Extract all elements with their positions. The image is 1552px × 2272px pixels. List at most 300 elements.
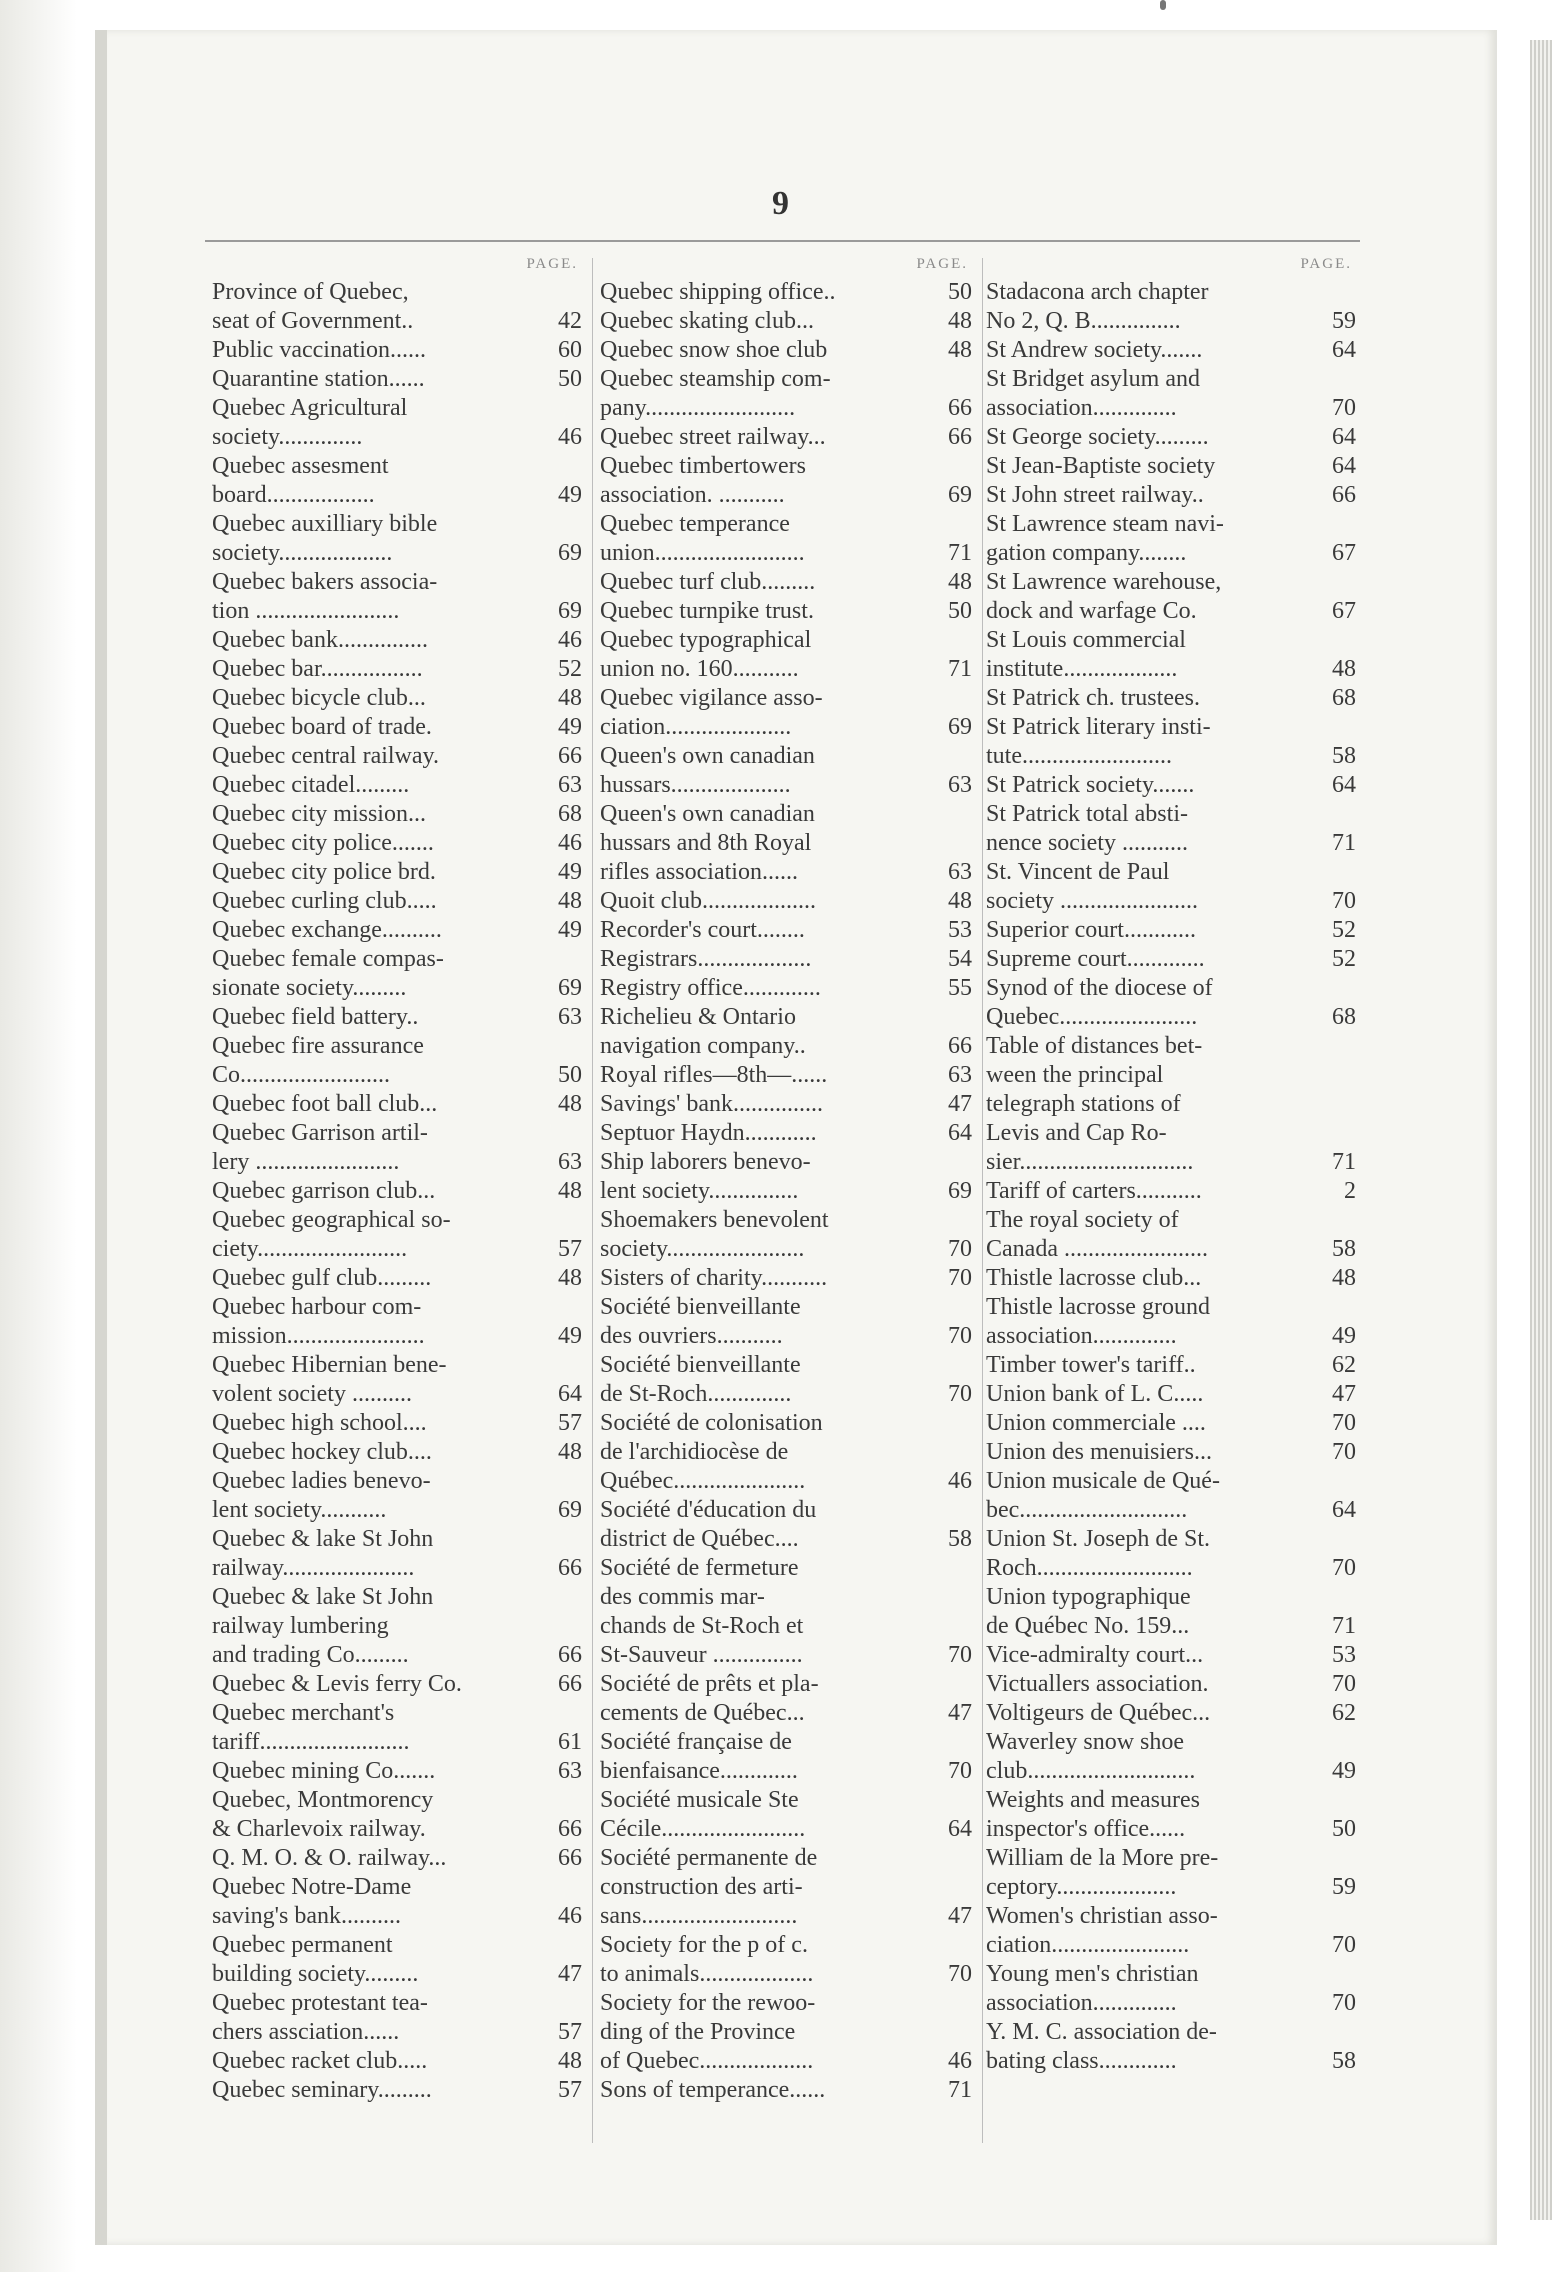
entry-name: Richelieu & Ontario navigation company.. xyxy=(600,1004,806,1059)
entry-page-number: 69 xyxy=(948,482,972,508)
entry-name: Quebec & lake St John railway lumbering and trading Co......... xyxy=(212,1584,434,1668)
entry-name: Women's christian asso- ciation....................... xyxy=(986,1903,1218,1958)
entry-page-number: 66 xyxy=(558,1816,582,1842)
index-entry xyxy=(212,626,582,655)
entry-name: St John street railway.. xyxy=(986,482,1204,508)
entry-page-number: 70 xyxy=(948,1323,972,1349)
entry-name: Shoemakers benevolent society....................... xyxy=(600,1207,829,1262)
entry-name: St Bridget asylum and association.............. xyxy=(986,366,1200,421)
index-entry xyxy=(986,568,1356,626)
entry-name: The royal society of Canada ........................ xyxy=(986,1207,1208,1262)
entry-page-number: 71 xyxy=(1332,830,1356,856)
page-number: 9 xyxy=(772,185,789,222)
entry-page-number: 46 xyxy=(558,424,582,450)
index-entry xyxy=(212,1525,582,1583)
entry-page-number: 48 xyxy=(558,1091,582,1117)
entry-name: Society for the rewoo- ding of the Province of Quebec................... xyxy=(600,1990,816,2074)
entry-page-number: 66 xyxy=(948,1033,972,1059)
entry-page-number: 64 xyxy=(1332,1497,1356,1523)
entry-name: Quebec merchant's tariff......................... xyxy=(212,1700,410,1755)
index-entry xyxy=(600,974,972,1003)
index-entry xyxy=(986,1728,1356,1786)
entry-page-number: 58 xyxy=(1332,743,1356,769)
index-entry xyxy=(212,1989,582,2047)
index-entry xyxy=(986,278,1356,336)
index-entry xyxy=(600,1003,972,1061)
index-entry xyxy=(986,858,1356,916)
entry-name: Victuallers association. xyxy=(986,1671,1209,1697)
index-entry xyxy=(986,1583,1356,1641)
entry-name: Société bienveillante de St-Roch.............. xyxy=(600,1352,801,1407)
entry-page-number: 47 xyxy=(558,1961,582,1987)
entry-page-number: 50 xyxy=(948,598,972,624)
entry-name: Quebec turnpike trust. xyxy=(600,598,814,624)
entry-name: Registrars................... xyxy=(600,946,812,972)
index-entry xyxy=(600,1496,972,1554)
entry-page-number: 2 xyxy=(1344,1178,1356,1204)
index-entry xyxy=(600,307,972,336)
entry-page-number: 46 xyxy=(558,830,582,856)
book-binding-shadow xyxy=(0,0,110,2272)
entry-page-number: 42 xyxy=(558,308,582,334)
index-entry xyxy=(212,945,582,1003)
index-entry xyxy=(986,1467,1356,1525)
index-entry xyxy=(986,1293,1356,1351)
entry-name: St Patrick society....... xyxy=(986,772,1195,798)
entry-page-number: 48 xyxy=(558,888,582,914)
index-entry xyxy=(212,800,582,829)
entry-name: Tariff of carters........... xyxy=(986,1178,1202,1204)
entry-name: Quebec foot ball club... xyxy=(212,1091,438,1117)
entry-name: Société de fermeture des commis mar- chands de St-Roch et St-Sauveur ............... xyxy=(600,1555,804,1668)
entry-page-number: 67 xyxy=(1332,598,1356,624)
entry-page-number: 53 xyxy=(1332,1642,1356,1668)
index-entry xyxy=(986,713,1356,771)
entry-page-number: 47 xyxy=(1332,1381,1356,1407)
page-column-header: PAGE. xyxy=(1300,256,1352,272)
entry-name: Union commerciale .... xyxy=(986,1410,1206,1436)
index-entry xyxy=(212,1003,582,1032)
entry-name: Queen's own canadian hussars.................... xyxy=(600,743,815,798)
index-entry xyxy=(212,887,582,916)
index-entry xyxy=(212,452,582,510)
entry-page-number: 48 xyxy=(558,2048,582,2074)
entry-page-number: 49 xyxy=(558,482,582,508)
index-entry xyxy=(986,1960,1356,2018)
entry-name: Quebec protestant tea- chers assciation...... xyxy=(212,1990,428,2045)
entry-name: Quebec city police....... xyxy=(212,830,434,856)
page-edge-stack xyxy=(1530,40,1552,2220)
entry-page-number: 66 xyxy=(948,424,972,450)
index-entry xyxy=(600,1148,972,1206)
entry-page-number: 52 xyxy=(558,656,582,682)
entry-page-number: 71 xyxy=(948,656,972,682)
entry-page-number: 69 xyxy=(558,598,582,624)
entry-page-number: 48 xyxy=(948,308,972,334)
index-entry xyxy=(986,1032,1356,1177)
index-entry xyxy=(212,916,582,945)
entry-name: Quebec hockey club.... xyxy=(212,1439,432,1465)
index-entry xyxy=(600,1670,972,1728)
entry-page-number: 49 xyxy=(1332,1758,1356,1784)
entry-page-number: 71 xyxy=(948,2077,972,2103)
entry-name: Stadacona arch chapter No 2, Q. B............... xyxy=(986,279,1209,334)
entry-page-number: 46 xyxy=(558,1903,582,1929)
index-entry xyxy=(212,1438,582,1467)
entry-name: Queen's own canadian hussars and 8th Royal rifles association...... xyxy=(600,801,815,885)
entry-page-number: 64 xyxy=(948,1816,972,1842)
entry-name: Waverley snow shoe club............................ xyxy=(986,1729,1196,1784)
entry-name: Société d'éducation du district de Québec.... xyxy=(600,1497,817,1552)
index-entry xyxy=(600,597,972,626)
index-entry xyxy=(212,2076,582,2105)
entry-name: Quebec central railway. xyxy=(212,743,439,769)
index-entry xyxy=(600,1786,972,1844)
entry-name: St. Vincent de Paul society ....................... xyxy=(986,859,1198,914)
entry-page-number: 52 xyxy=(1332,917,1356,943)
entry-page-number: 47 xyxy=(948,1903,972,1929)
entry-page-number: 70 xyxy=(1332,1932,1356,1958)
index-entry xyxy=(986,945,1356,974)
entry-name: Sisters of charity........... xyxy=(600,1265,828,1291)
entry-page-number: 66 xyxy=(558,1845,582,1871)
entry-page-number: 48 xyxy=(948,888,972,914)
entry-name: Quebec female compas- sionate society......... xyxy=(212,946,444,1001)
entry-name: Quebec skating club... xyxy=(600,308,814,334)
entry-page-number: 68 xyxy=(1332,1004,1356,1030)
index-entry xyxy=(212,336,582,365)
entry-page-number: 70 xyxy=(1332,1439,1356,1465)
index-entry xyxy=(600,887,972,916)
entry-name: St Jean-Baptiste society xyxy=(986,453,1216,479)
entry-page-number: 69 xyxy=(558,1497,582,1523)
entry-name: Quebec field battery.. xyxy=(212,1004,419,1030)
entry-page-number: 49 xyxy=(1332,1323,1356,1349)
entry-name: Septuor Haydn............ xyxy=(600,1120,817,1146)
index-entry xyxy=(212,1409,582,1438)
index-entry xyxy=(986,2018,1356,2076)
index-entry xyxy=(600,1554,972,1670)
index-entry xyxy=(986,771,1356,800)
entry-name: Quebec typographical union no. 160........... xyxy=(600,627,812,682)
index-column-1 xyxy=(212,256,582,2105)
entry-name: Quebec vigilance asso- ciation..................... xyxy=(600,685,823,740)
entry-page-number: 60 xyxy=(558,337,582,363)
entry-page-number: 64 xyxy=(948,1120,972,1146)
index-entry xyxy=(986,974,1356,1032)
entry-page-number: 48 xyxy=(558,1265,582,1291)
entry-name: Quebec & lake St John railway...................... xyxy=(212,1526,434,1581)
index-entry xyxy=(212,1032,582,1090)
entry-page-number: 68 xyxy=(1332,685,1356,711)
index-entry xyxy=(600,1728,972,1786)
entry-name: Quebec steamship com- pany......................... xyxy=(600,366,831,421)
entry-name: Quebec street railway... xyxy=(600,424,826,450)
index-entry xyxy=(212,1757,582,1786)
index-entry xyxy=(986,452,1356,481)
entry-name: Quebec & Levis ferry Co. xyxy=(212,1671,462,1697)
entry-page-number: 47 xyxy=(948,1700,972,1726)
entry-page-number: 58 xyxy=(948,1526,972,1552)
entry-page-number: 63 xyxy=(558,1004,582,1030)
entry-page-number: 59 xyxy=(1332,1874,1356,1900)
index-entry xyxy=(986,1380,1356,1409)
index-entry xyxy=(212,568,582,626)
index-entry xyxy=(600,1989,972,2076)
entry-page-number: 49 xyxy=(558,917,582,943)
index-entry xyxy=(212,1699,582,1757)
entry-name: Société française de bienfaisance............. xyxy=(600,1729,798,1784)
index-entry xyxy=(600,1844,972,1931)
index-entry xyxy=(986,1206,1356,1264)
entry-name: Quebec timbertowers association. ........... xyxy=(600,453,806,508)
entry-page-number: 69 xyxy=(948,1178,972,1204)
entry-name: Quebec permanent building society......... xyxy=(212,1932,419,1987)
entry-page-number: 48 xyxy=(1332,1265,1356,1291)
index-entry xyxy=(986,1177,1356,1206)
entry-name: Y. M. C. association de- bating class............. xyxy=(986,2019,1217,2074)
index-entry xyxy=(986,1264,1356,1293)
entry-page-number: 50 xyxy=(948,279,972,305)
entry-page-number: 49 xyxy=(558,1323,582,1349)
entry-name: Quebec high school.... xyxy=(212,1410,427,1436)
entry-name: Registry office............. xyxy=(600,975,821,1001)
index-entry xyxy=(986,626,1356,684)
entry-name: Ship laborers benevo- lent society............... xyxy=(600,1149,811,1204)
index-entry xyxy=(212,1090,582,1119)
entry-name: Quebec city police brd. xyxy=(212,859,436,885)
entry-name: Quebec ladies benevo- lent society........... xyxy=(212,1468,431,1523)
index-entry xyxy=(212,1351,582,1409)
entry-page-number: 47 xyxy=(948,1091,972,1117)
entry-name: Young men's christian association.............. xyxy=(986,1961,1199,2016)
ink-smudge xyxy=(1160,0,1166,10)
entry-page-number: 63 xyxy=(948,859,972,885)
entry-name: Quebec exchange.......... xyxy=(212,917,442,943)
entry-name: Quebec, Montmorency & Charlevoix railway. xyxy=(212,1787,434,1842)
entry-page-number: 70 xyxy=(948,1265,972,1291)
index-entry xyxy=(600,1264,972,1293)
index-entry xyxy=(986,1699,1356,1728)
index-entry xyxy=(212,858,582,887)
entry-name: Thistle lacrosse ground association.............. xyxy=(986,1294,1210,1349)
entry-page-number: 48 xyxy=(948,337,972,363)
entry-name: St Louis commercial institute................... xyxy=(986,627,1186,682)
entry-name: Société de colonisation de l'archidiocèse de Québec...................... xyxy=(600,1410,823,1494)
entry-page-number: 48 xyxy=(558,1439,582,1465)
index-entry xyxy=(600,365,972,423)
entry-name: Quebec assesment board.................. xyxy=(212,453,389,508)
index-entry xyxy=(600,1206,972,1264)
entry-name: Quebec bicycle club... xyxy=(212,685,426,711)
entry-page-number: 66 xyxy=(558,1555,582,1581)
entry-page-number: 63 xyxy=(948,772,972,798)
index-entry xyxy=(212,1583,582,1670)
entry-name: Quebec harbour com- mission....................... xyxy=(212,1294,425,1349)
entry-name: Supreme court............. xyxy=(986,946,1205,972)
index-entry xyxy=(986,481,1356,510)
entry-page-number: 63 xyxy=(558,1149,582,1175)
entry-page-number: 70 xyxy=(948,1642,972,1668)
index-entry xyxy=(600,568,972,597)
entry-name: Quebec snow shoe club xyxy=(600,337,828,363)
entry-name: Quebec auxilliary bible society................... xyxy=(212,511,438,566)
index-entry xyxy=(212,394,582,452)
entry-page-number: 63 xyxy=(558,1758,582,1784)
entry-page-number: 57 xyxy=(558,2019,582,2045)
entry-page-number: 62 xyxy=(1332,1352,1356,1378)
entry-name: Union des menuisiers... xyxy=(986,1439,1212,1465)
entry-page-number: 62 xyxy=(1332,1700,1356,1726)
entry-page-number: 64 xyxy=(1332,772,1356,798)
entry-name: St Patrick total absti- nence society ........... xyxy=(986,801,1188,856)
index-column-2 xyxy=(600,256,972,2105)
index-entry xyxy=(600,1351,972,1409)
entry-page-number: 64 xyxy=(1332,453,1356,479)
entry-name: Quebec gulf club......... xyxy=(212,1265,432,1291)
entry-page-number: 48 xyxy=(948,569,972,595)
entry-page-number: 64 xyxy=(558,1381,582,1407)
entry-page-number: 55 xyxy=(948,975,972,1001)
entry-name: Society for the p of c. to animals................... xyxy=(600,1932,814,1987)
entry-page-number: 59 xyxy=(1332,308,1356,334)
index-entry xyxy=(212,1844,582,1873)
index-entry xyxy=(986,684,1356,713)
entry-page-number: 70 xyxy=(1332,1671,1356,1697)
index-entry xyxy=(212,829,582,858)
entry-name: St Lawrence warehouse, dock and warfage Co. xyxy=(986,569,1222,624)
entry-page-number: 58 xyxy=(1332,1236,1356,1262)
column-divider xyxy=(982,258,983,2143)
entry-name: Union St. Joseph de St. Roch.......................... xyxy=(986,1526,1211,1581)
entry-page-number: 54 xyxy=(948,946,972,972)
entry-page-number: 49 xyxy=(558,859,582,885)
entry-list xyxy=(600,278,972,2105)
entry-page-number: 46 xyxy=(948,2048,972,2074)
entry-name: Quebec Agricultural society.............. xyxy=(212,395,408,450)
entry-name: Quebec fire assurance Co......................... xyxy=(212,1033,424,1088)
index-entry xyxy=(600,452,972,510)
index-entry xyxy=(600,278,972,307)
entry-page-number: 46 xyxy=(558,627,582,653)
entry-page-number: 57 xyxy=(558,1410,582,1436)
index-entry xyxy=(600,2076,972,2105)
entry-name: Q. M. O. & O. railway... xyxy=(212,1845,447,1871)
entry-page-number: 69 xyxy=(558,540,582,566)
entry-name: Quebec bar................. xyxy=(212,656,423,682)
header-rule xyxy=(205,240,1360,242)
index-entry xyxy=(986,1525,1356,1583)
entry-name: St Lawrence steam navi- gation company........ xyxy=(986,511,1224,566)
index-entry xyxy=(986,1844,1356,1902)
entry-page-number: 61 xyxy=(558,1729,582,1755)
index-entry xyxy=(600,684,972,742)
entry-name: Quebec bakers associa- tion ........................ xyxy=(212,569,438,624)
entry-page-number: 70 xyxy=(1332,1555,1356,1581)
entry-page-number: 64 xyxy=(1332,337,1356,363)
entry-page-number: 50 xyxy=(1332,1816,1356,1842)
index-entry xyxy=(212,1264,582,1293)
entry-page-number: 46 xyxy=(948,1468,972,1494)
entry-name: Public vaccination...... xyxy=(212,337,426,363)
entry-page-number: 67 xyxy=(1332,540,1356,566)
index-entry xyxy=(986,1641,1356,1670)
entry-page-number: 49 xyxy=(558,714,582,740)
entry-name: Quebec bank............... xyxy=(212,627,428,653)
index-entry xyxy=(600,1090,972,1119)
index-entry xyxy=(212,684,582,713)
entry-page-number: 66 xyxy=(558,743,582,769)
entry-name: Quebec city mission... xyxy=(212,801,426,827)
entry-name: St Andrew society....... xyxy=(986,337,1203,363)
entry-page-number: 64 xyxy=(1332,424,1356,450)
entry-name: Quebec Notre-Dame saving's bank.......... xyxy=(212,1874,412,1929)
entry-page-number: 70 xyxy=(948,1961,972,1987)
entry-page-number: 58 xyxy=(1332,2048,1356,2074)
entry-page-number: 69 xyxy=(558,975,582,1001)
entry-name: Weights and measures inspector's office...... xyxy=(986,1787,1201,1842)
entry-name: Quebec curling club..... xyxy=(212,888,437,914)
index-entry xyxy=(986,1670,1356,1699)
entry-name: Quebec citadel......... xyxy=(212,772,410,798)
entry-page-number: 66 xyxy=(558,1671,582,1697)
entry-name: Voltigeurs de Québec... xyxy=(986,1700,1211,1726)
index-entry xyxy=(600,945,972,974)
entry-list xyxy=(986,278,1356,2076)
entry-page-number: 66 xyxy=(558,1642,582,1668)
entry-name: Table of distances bet- ween the principal telegraph stations of Levis and Cap Ro- sier............................. xyxy=(986,1033,1203,1175)
entry-name: Timber tower's tariff.. xyxy=(986,1352,1196,1378)
index-entry xyxy=(600,1409,972,1496)
index-entry xyxy=(212,655,582,684)
entry-name: William de la More pre- ceptory.................... xyxy=(986,1845,1219,1900)
index-entry xyxy=(212,1873,582,1931)
index-entry xyxy=(212,1119,582,1177)
index-entry xyxy=(212,1293,582,1351)
index-entry xyxy=(986,423,1356,452)
entry-list xyxy=(212,278,582,2105)
entry-name: Union bank of L. C..... xyxy=(986,1381,1204,1407)
index-entry xyxy=(212,713,582,742)
entry-page-number: 69 xyxy=(948,714,972,740)
entry-name: Synod of the diocese of Quebec....................... xyxy=(986,975,1213,1030)
index-entry xyxy=(212,1786,582,1844)
page-column-header: PAGE. xyxy=(916,256,968,272)
index-entry xyxy=(600,1119,972,1148)
entry-page-number: 70 xyxy=(1332,1990,1356,2016)
entry-page-number: 52 xyxy=(1332,946,1356,972)
entry-page-number: 48 xyxy=(558,1178,582,1204)
entry-page-number: 70 xyxy=(1332,395,1356,421)
entry-page-number: 70 xyxy=(1332,1410,1356,1436)
index-entry xyxy=(600,510,972,568)
index-entry xyxy=(212,1931,582,1989)
entry-name: Recorder's court........ xyxy=(600,917,805,943)
entry-page-number: 71 xyxy=(1332,1149,1356,1175)
entry-page-number: 63 xyxy=(948,1062,972,1088)
entry-name: Royal rifles—8th—...... xyxy=(600,1062,828,1088)
index-entry xyxy=(986,916,1356,945)
entry-name: Société bienveillante des ouvriers........... xyxy=(600,1294,801,1349)
index-entry xyxy=(986,1351,1356,1380)
entry-name: Quebec garrison club... xyxy=(212,1178,436,1204)
index-column-3 xyxy=(986,256,1356,2076)
entry-page-number: 70 xyxy=(948,1236,972,1262)
index-entry xyxy=(986,800,1356,858)
entry-name: Sons of temperance...... xyxy=(600,2077,826,2103)
entry-name: Quebec Hibernian bene- volent society .......... xyxy=(212,1352,447,1407)
entry-name: Quebec seminary......... xyxy=(212,2077,432,2103)
